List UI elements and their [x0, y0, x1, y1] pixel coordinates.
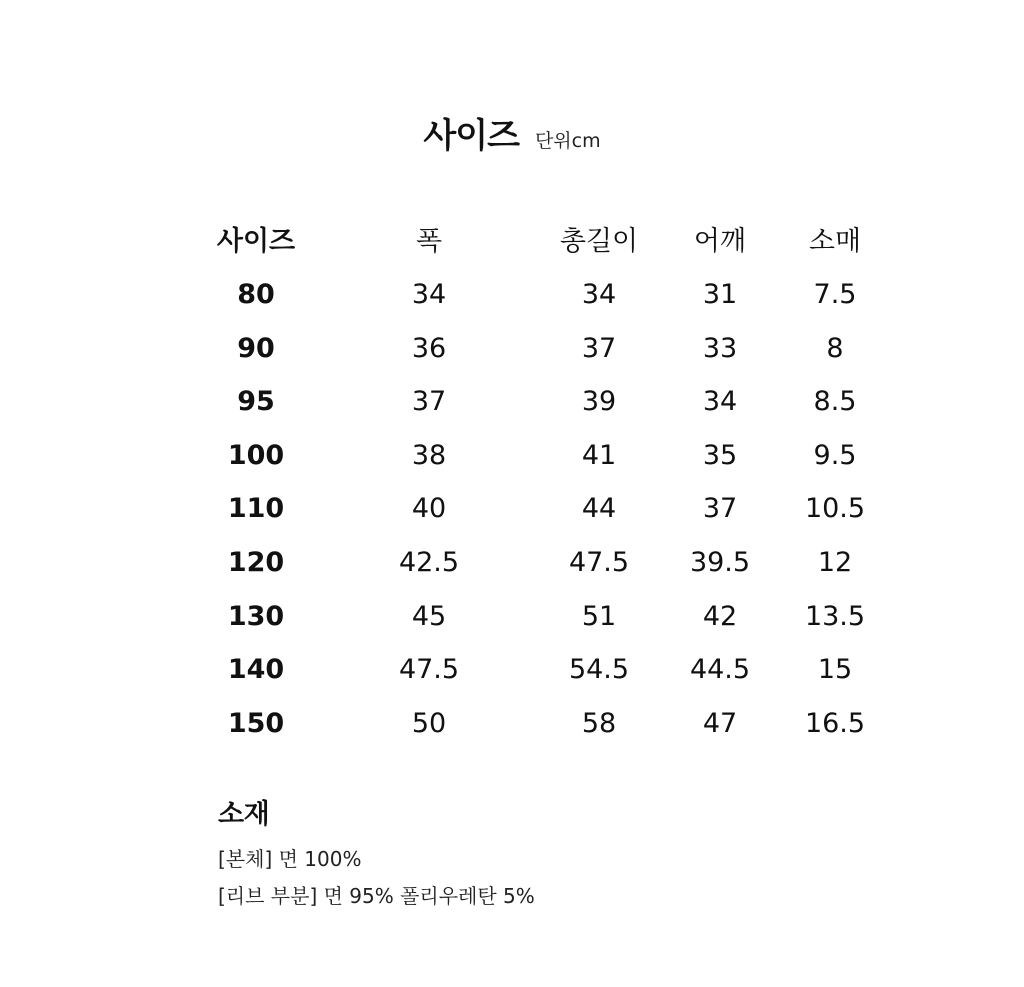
- page-title: 사이즈: [423, 116, 519, 156]
- column-header-shoulder: 어깨: [693, 226, 747, 257]
- table-cell: 47.5: [568, 546, 630, 578]
- table-cell: 34: [581, 279, 617, 310]
- table-cell-size: 80: [237, 279, 275, 310]
- table-cell: 33: [702, 332, 738, 364]
- table-row: [196, 375, 886, 429]
- table-cell-size: 95: [237, 386, 275, 418]
- material-line-rib: [리브 부분] 면 95% 폴리우레탄 5%: [218, 884, 535, 908]
- unit-label: 단위cm: [534, 130, 601, 152]
- table-cell: 16.5: [804, 707, 866, 739]
- material-title: 소재: [218, 799, 270, 830]
- table-cell: 37: [411, 386, 447, 418]
- table-cell: 42.5: [398, 546, 460, 578]
- material-line-body: [본체] 면 100%: [218, 847, 362, 871]
- table-cell: 10.5: [804, 493, 866, 525]
- table-cell: 37: [702, 493, 738, 525]
- table-header-row: [196, 216, 886, 268]
- table-cell: 44.5: [689, 654, 751, 686]
- table-cell: 12: [817, 546, 853, 578]
- table-cell: 42: [702, 600, 738, 632]
- table-cell: 39: [581, 386, 617, 418]
- table-row: [196, 322, 886, 376]
- table-row: [196, 590, 886, 644]
- table-cell-size: 140: [227, 654, 285, 686]
- table-row: [196, 536, 886, 590]
- table-row: [196, 643, 886, 697]
- table-cell: 47: [702, 707, 738, 739]
- table-cell: 34: [411, 279, 447, 310]
- material-section: [218, 792, 535, 915]
- table-cell: 37: [581, 332, 617, 364]
- column-header-width: 폭: [415, 226, 443, 257]
- column-header-length: 총길이: [559, 226, 639, 257]
- table-cell: 9.5: [813, 439, 857, 471]
- table-cell-size: 100: [227, 439, 285, 471]
- title-row: [0, 108, 1024, 157]
- table-cell: 35: [702, 439, 738, 471]
- column-header-sleeve: 소매: [808, 226, 862, 257]
- table-cell: 15: [817, 654, 853, 686]
- table-cell: 36: [411, 332, 447, 364]
- table-cell: 54.5: [568, 654, 630, 686]
- table-cell: 31: [702, 279, 738, 310]
- table-cell: 41: [581, 439, 617, 471]
- table-cell: 58: [581, 707, 617, 739]
- table-cell-size: 90: [237, 332, 275, 364]
- table-cell: 39.5: [689, 546, 751, 578]
- table-cell-size: 150: [227, 707, 285, 739]
- table-row: [196, 268, 886, 322]
- size-table: [196, 216, 886, 750]
- table-cell-size: 110: [227, 493, 285, 525]
- table-cell: 40: [411, 493, 447, 525]
- table-cell: 47.5: [398, 654, 460, 686]
- table-row: [196, 429, 886, 483]
- table-row: [196, 697, 886, 751]
- table-cell: 44: [581, 493, 617, 525]
- table-cell: 45: [411, 600, 447, 632]
- table-cell: 8: [826, 332, 844, 364]
- table-cell: 51: [581, 600, 617, 632]
- column-header-size: 사이즈: [216, 226, 296, 257]
- table-cell-size: 120: [227, 546, 285, 578]
- table-cell: 7.5: [813, 279, 857, 310]
- table-row: [196, 482, 886, 536]
- table-cell: 8.5: [813, 386, 857, 418]
- table-cell: 38: [411, 439, 447, 471]
- table-cell: 13.5: [804, 600, 866, 632]
- table-cell-size: 130: [227, 600, 285, 632]
- table-cell: 50: [411, 707, 447, 739]
- table-cell: 34: [702, 386, 738, 418]
